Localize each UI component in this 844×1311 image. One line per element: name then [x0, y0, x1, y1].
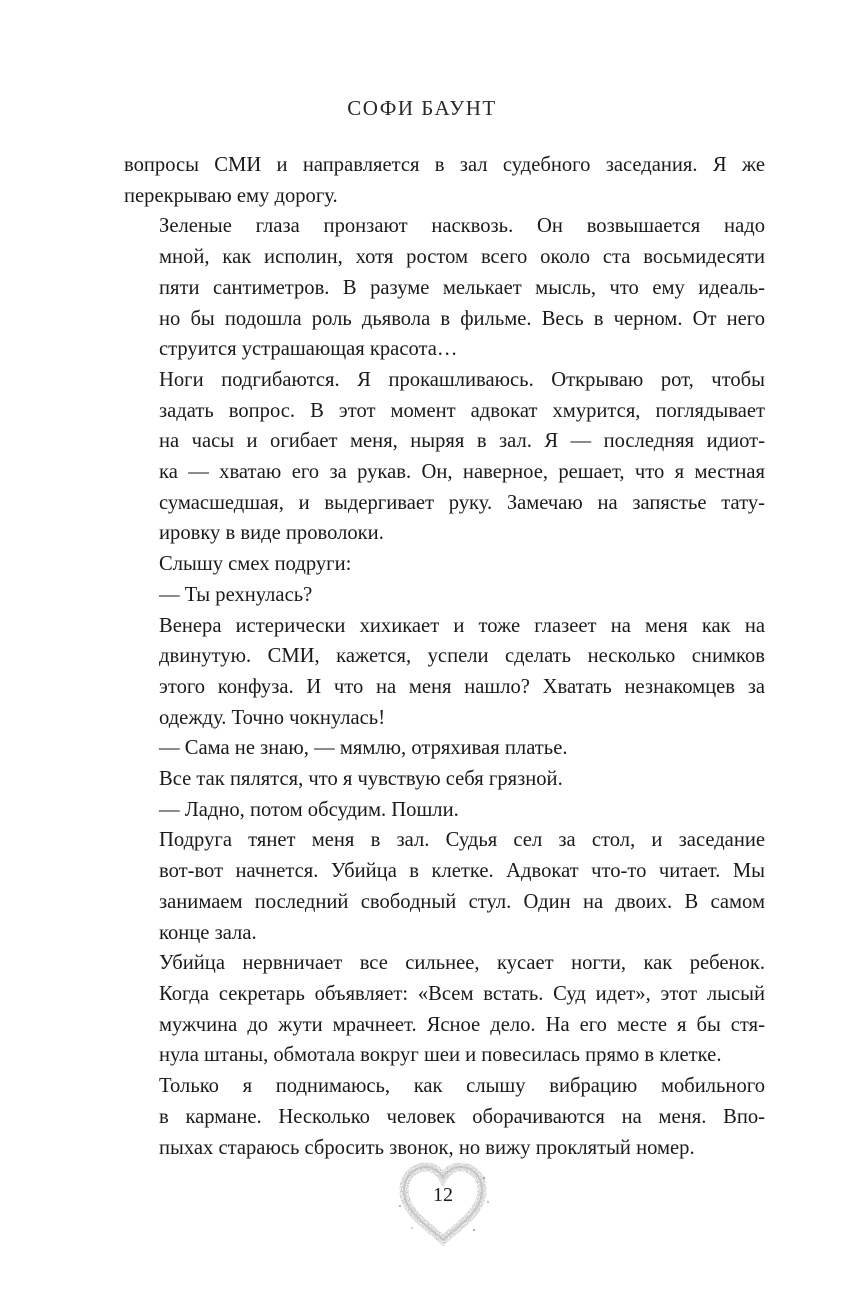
paragraph — [124, 211, 765, 365]
text-line: конце зала. — [159, 921, 257, 944]
text-line: Подруга тянет меня в зал. Судья сел за стол, и заседание — [159, 829, 765, 852]
text-line: этого конфуза. И что на меня нашло? Хватать незнакомцев за — [159, 675, 765, 698]
text-line: ировку в виде проволоки. — [159, 522, 384, 545]
text-line: пыхах стараюсь сбросить звонок, но вижу проклятый номер. — [159, 1136, 695, 1159]
text-line: Все так пялятся, что я чувствую себя грязной. — [159, 768, 563, 791]
text-line: Ноги подгибаются. Я прокашливаюсь. Открываю рот, чтобы — [159, 368, 765, 391]
text-line: сумасшедшая, и выдергивает руку. Замечаю на запястье тату- — [159, 491, 765, 514]
paragraph — [124, 580, 765, 611]
body-text — [124, 150, 765, 1163]
page-folio — [394, 1158, 504, 1248]
text-line: — Сама не знаю, — мямлю, отряхивая платье. — [159, 737, 568, 760]
paragraph — [124, 825, 765, 948]
paragraph — [124, 611, 765, 734]
text-line: — Ты рехнулась? — [159, 583, 313, 606]
text-line: в кармане. Несколько человек оборачиваются на меня. Впо- — [159, 1105, 765, 1128]
text-line: мужчина до жути мрачнеет. Ясное дело. На его месте я бы стя- — [159, 1013, 765, 1036]
text-line: Убийца нервничает все сильнее, кусает ногти, как ребенок. — [159, 952, 765, 975]
text-line: занимаем последний свободный стул. Один на двоих. В самом — [159, 890, 765, 913]
paragraph — [124, 1071, 765, 1163]
paragraph — [124, 795, 765, 826]
paragraph — [124, 733, 765, 764]
text-line: мной, как исполин, хотя ростом всего около ста восьмидесяти — [159, 246, 765, 269]
paragraph — [124, 948, 765, 1071]
text-line: пяти сантиметров. В разуме мелькает мысль, что ему идеаль- — [159, 276, 765, 299]
text-line: одежду. Точно чокнулась! — [159, 706, 386, 729]
text-line: Венера истерически хихикает и тоже глазеет на меня как на — [159, 614, 765, 637]
text-line: на часы и огибает меня, ныряя в зал. Я — последняя идиот- — [159, 430, 765, 453]
text-line: нула штаны, обмотала вокруг шеи и повесилась прямо в клетке. — [159, 1044, 722, 1067]
text-line: вопросы СМИ и направляется в зал судебного заседания. Я же — [124, 154, 765, 176]
paragraph — [124, 549, 765, 580]
text-line: вот-вот начнется. Убийца в клетке. Адвокат что-то читает. Мы — [159, 860, 765, 883]
text-line: двинутую. СМИ, кажется, успели сделать несколько снимков — [159, 645, 765, 668]
paragraph — [124, 764, 765, 795]
text-line: но бы подошла роль дьявола в фильме. Весь в черном. От него — [159, 307, 765, 330]
text-line: задать вопрос. В этот момент адвокат хмурится, поглядывает — [159, 399, 765, 422]
text-line: Когда секретарь объявляет: «Всем встать. Суд идет», этот лысый — [159, 982, 765, 1005]
text-line: перекрываю ему дорогу. — [124, 184, 338, 207]
text-line: струится устрашающая красота… — [159, 338, 458, 361]
text-line: — Ладно, потом обсудим. Пошли. — [159, 798, 459, 821]
page-number: 12 — [433, 1184, 453, 1206]
running-head: СОФИ БАУНТ — [347, 96, 497, 120]
paragraph — [124, 365, 765, 549]
text-line: ка — хватаю его за рукав. Он, наверное, решает, что я местная — [159, 461, 765, 484]
text-line: Зеленые глаза пронзают насквозь. Он возвышается надо — [159, 215, 765, 238]
paragraph — [124, 150, 765, 211]
text-line: Слышу смех подруги: — [159, 553, 352, 576]
text-line: Только я поднимаюсь, как слышу вибрацию мобильного — [159, 1075, 765, 1098]
